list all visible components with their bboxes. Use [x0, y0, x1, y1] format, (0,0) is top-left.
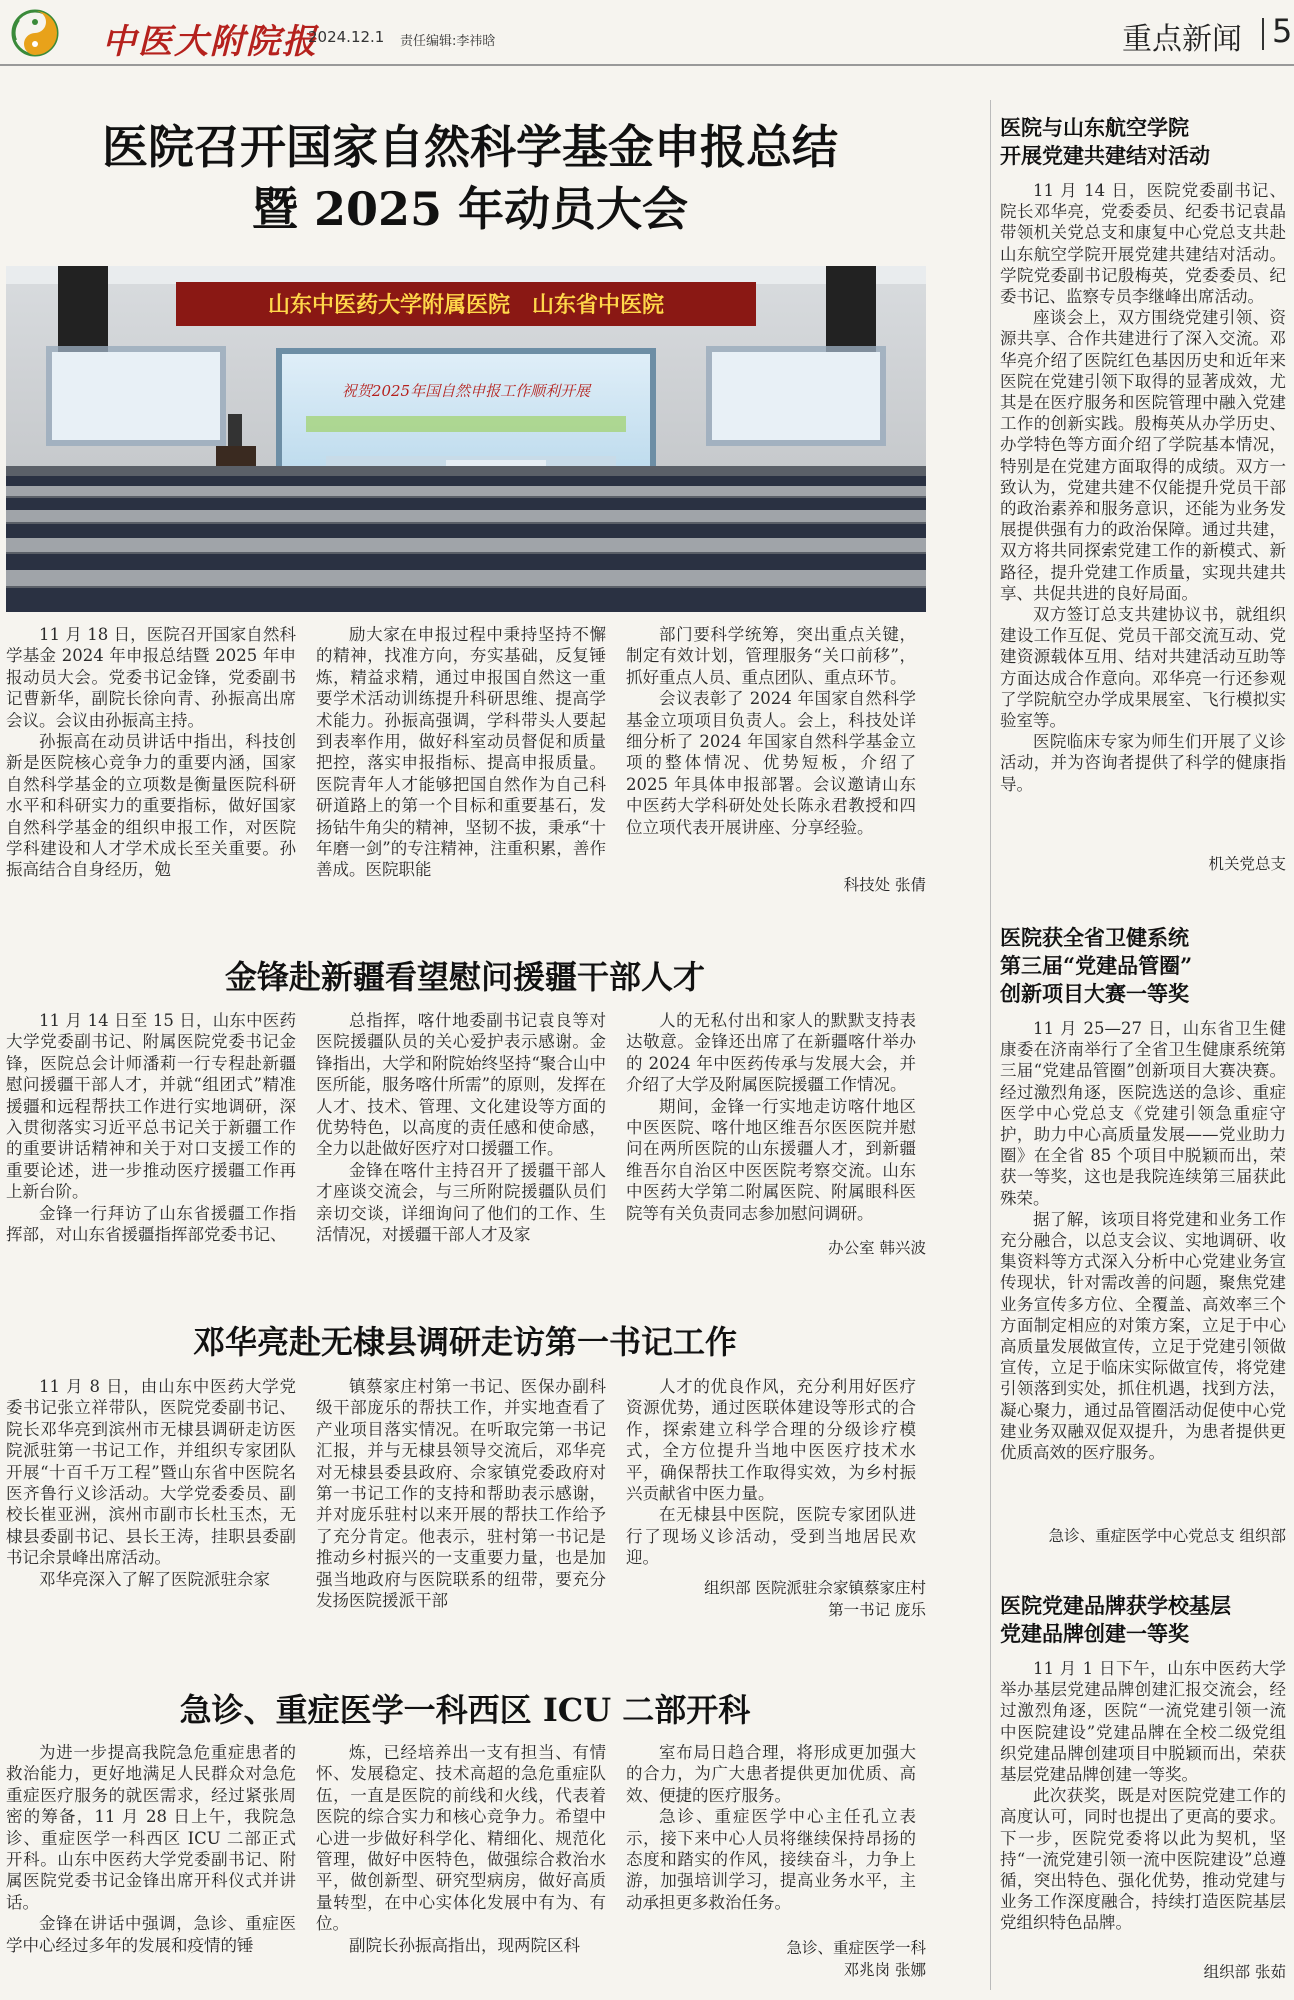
paragraph: 会议表彰了 2024 年国家自然科学基金立项项目负责人。会上，科技处详细分析了 2024 年国家自然科学基金立项的整体情况、优势短板，介绍了 2025 年具体申报部署。会议邀请山东中医药大学科研处处长陈永君教授和四位立项代表开展讲座、分享经验。	[626, 689, 916, 837]
paragraph: 镇蔡家庄村第一书记、医保办副科级干部庞乐的帮扶工作，并实地查看了产业项目落实情况。在听取完第一书记汇报，并与无棣县领导交流后，邓华亮对无棣县委县政府、佘家镇党委政府对第一书记工作的支持和帮助表示感谢，并对庞乐驻村以来开展的帮扶工作给予了充分肯定。他表示，驻村第一书记是推动乡村振兴的一支重要力量，也是加强当地政府与医院联系的纽带，要充分发扬医院援派干部	[316, 1377, 606, 1611]
article4-col3	[626, 1742, 916, 1913]
side2-title-line3: 创新项目大赛一等奖	[1000, 981, 1189, 1006]
meeting-photo-image	[6, 266, 926, 612]
side3-headline	[1000, 1592, 1290, 1648]
paragraph: 副院长孙振高指出，现两院区科	[349, 1935, 580, 1955]
side1-signature: 机关党总支	[1208, 855, 1286, 873]
side3-signature: 组织部 张茹	[1203, 1963, 1286, 1981]
paragraph: 11 月 14 日至 15 日，山东中医药大学党委副书记、附属医院党委书记金锋，医院总会计师潘莉一行专程赴新疆慰问援疆干部人才，并就“组团式”精准援疆和远程帮扶工作进行实地调研，深入贯彻落实习近平总书记关于新疆工作的重要讲话精神和关于对口支援工作的重要论述，进一步推动医疗援疆工作再上新台阶。	[6, 1011, 296, 1202]
paragraph: 励大家在申报过程中秉持坚持不懈的精神，找准方向，夯实基础，反复锤炼，精益求精，通过申报国自然这一重要学术活动训练提升科研思维、提高学术能力。孙振高强调，学科带头人要起到表率作用，做好科室动员督促和质量把控，落实申报指标、提高申报质量。医院青年人才能够把国自然作为自己科研道路上的第一个目标和重要基石，发扬钻牛角尖的精神，坚韧不拔，秉承“十年磨一剑”的专注精神，注重积累，善作善成。医院职能	[316, 625, 606, 880]
article3-headline: 邓华亮赴无棣县调研走访第一书记工作	[192, 1323, 737, 1361]
paragraph: 在无棣县中医院，医院专家团队进行了现场义诊活动，受到当地居民欢迎。	[626, 1505, 916, 1568]
side2-signature: 急诊、重症医学中心党总支 组织部	[1048, 1527, 1286, 1545]
side3-body	[1000, 1658, 1286, 1934]
paragraph: 金锋在喀什主持召开了援疆干部人才座谈交流会，与三所附院援疆队员们亲切交谈，详细询问了他们的工作、生活情况，对援疆干部人才及家	[316, 1160, 606, 1245]
paragraph: 11 月 1 日下午，山东中医药大学举办基层党建品牌创建汇报交流会，经过激烈角逐，医院“一流党建引领一流中医院建设”党建品牌在全校二级党组织党建品牌创建项目中脱颖而出，荣获基层党建品牌创建一等奖。	[1000, 1659, 1286, 1785]
article2-signature: 办公室 韩兴波	[828, 1239, 926, 1257]
paragraph: 11 月 25—27 日，山东省卫生健康委在济南举行了全省卫生健康系统第三届“党建品管圈”创新项目大赛决赛。经过激烈角逐，医院选送的急诊、重症医学中心党总支《党建引领急重症守护，助力中心高质量发展——党业助力圈》在全省 85 个项目中脱颖而出，荣获一等奖，这也是我院连续第三届获此殊荣。	[1000, 1019, 1286, 1208]
article1-title-line1: 医院召开国家自然科学基金申报总结	[102, 120, 838, 174]
paragraph: 座谈会上，双方围绕党建引领、资源共享、合作共建进行了深入交流。邓华亮介绍了医院红色基因历史和近年来医院在党建引领下取得的显著成效，尤其是在医疗服务和医院管理中融入党建工作的创新实践。殷梅英从办学历史、办学特色等方面介绍了学院基本情况，特别是在党建方面取得的成绩。双方一致认为，党建共建不仅能提升党员干部的政治素养和服务意识，还能为业务发展提供强有力的政治保障。通过共建，双方将共同探索党建工作的新模式、新路径，提升党建工作质量，实现共建共享、共促共进的良好局面。	[1000, 308, 1286, 603]
paragraph: 金锋一行拜访了山东省援疆工作指挥部，对山东省援疆指挥部党委书记、	[6, 1203, 296, 1245]
header-divider	[1262, 18, 1264, 50]
article4-headline: 急诊、重症医学一科西区 ICU 二部开科	[179, 1691, 751, 1729]
side2-headline	[1000, 924, 1290, 1008]
paragraph: 期间，金锋一行实地走访喀什地区中医医院、喀什地区维吾尔医医院并慰问在两所医院的山东援疆人才，到新疆维吾尔自治区中医医院考察交流。山东中医药大学第二附属医院、附属眼科医院等有关负责同志参加慰问调研。	[626, 1096, 916, 1223]
screen-title-text: 祝贺2025年国自然申报工作顺利开展	[341, 382, 591, 400]
paragraph: 11 月 8 日，由山东中医药大学党委书记张立祥带队，医院党委副书记、院长邓华亮到滨州市无棣县调研走访医院派驻第一书记工作，并组织专家团队开展“十百千万工程”暨山东省中医院名医齐鲁行义诊活动。大学党委委员、副校长崔亚洲，滨州市副市长杜玉杰，无棣县委副书记、县长王涛，挂职县委副书记余景峰出席活动。	[6, 1377, 296, 1568]
side1-title-line2: 开展党建共建结对活动	[1000, 143, 1210, 168]
article1-col1	[6, 624, 296, 881]
article3-col2	[316, 1376, 606, 1611]
header-rule	[0, 64, 1294, 66]
article2-col2	[316, 1010, 606, 1245]
article1-col2	[316, 624, 606, 881]
page-header	[0, 0, 1294, 60]
stage-banner-text: 山东中医药大学附属医院 山东省中医院	[267, 293, 665, 318]
article4-signature-line2: 邓兆岗 张娜	[843, 1961, 926, 1979]
paragraph: 室布局日趋合理，将形成更加强大的合力，为广大患者提供更加优质、高效、便捷的医疗服务。	[626, 1743, 916, 1805]
article3-col1	[6, 1376, 296, 1590]
side1-body	[1000, 180, 1286, 795]
article1-title-line2: 暨 2025 年动员大会	[251, 182, 689, 236]
article1-signature: 科技处 张倩	[843, 876, 926, 894]
side3-title-line1: 医院党建品牌获学校基层	[1000, 1593, 1231, 1618]
article1-headline	[0, 116, 940, 240]
editor-credit: 责任编辑:李祎晗	[400, 34, 496, 49]
side1-headline	[1000, 114, 1290, 170]
paragraph: 炼，已经培养出一支有担当、有情怀、发展稳定、技术高超的急危重症队伍，一直是医院的前线和火线，代表着医院的综合实力和核心竞争力。希望中心进一步做好科学化、精细化、规范化管理，做好中医特色，做强综合救治水平，做创新型、研究型病房，做好高质量转型，在中心实体化发展中有为、有位。	[316, 1743, 606, 1934]
paragraph: 11 月 14 日，医院党委副书记、院长邓华亮，党委委员、纪委书记袁晶带领机关党总支和康复中心党总支共赴山东航空学院开展党建共建结对活动。学院党委副书记殷梅英，党委委员、纪委书记、监察专员李继峰出席活动。	[1000, 181, 1286, 307]
article3-signature-line1: 组织部 医院派驻佘家镇蔡家庄村	[704, 1579, 926, 1597]
meeting-photo	[6, 266, 926, 612]
paragraph: 此次获奖，既是对医院党建工作的高度认可，同时也提出了更高的要求。下一步，医院党委将以此为契机，坚持“一流党建引领一流中医院建设”总遵循，突出特色、强化优势，推动党建与业务工作深度融合，持续打造医院基层党组织特色品牌。	[1000, 1786, 1286, 1933]
paragraph: 为进一步提高我院急危重症患者的救治能力，更好地满足人民群众对急危重症医疗服务的就医需求，经过紧张周密的筹备，11 月 28 日上午，我院急诊、重症医学一科西区 ICU 二部正式开科。山东中医药大学党委副书记、附属医院党委书记金锋出席开科仪式并讲话。	[6, 1743, 296, 1912]
article4-col2	[316, 1742, 606, 1956]
article3-col3	[626, 1376, 916, 1569]
article2-col3	[626, 1010, 916, 1224]
paragraph: 11 月 18 日，医院召开国家自然科学基金 2024 年申报总结暨 2025 年申报动员大会。党委书记金锋，党委副书记曹新华，副院长徐向青、孙振高出席会议。会议由孙振高主持。	[6, 625, 296, 730]
paragraph: 孙振高在动员讲话中指出，科技创新是医院核心竞争力的重要内涵，国家自然科学基金的立项数是衡量医院科研水平和科研实力的重要指标，做好国家自然科学基金的组织申报工作，对医院学科建设和人才学术成长至关重要。孙振高结合自身经历，勉	[6, 732, 296, 880]
paragraph: 邓华亮深入了解了医院派驻佘家	[39, 1569, 270, 1589]
side2-title-line2: 第三届“党建品管圈”	[1000, 953, 1193, 978]
paper-masthead: 中医大附院报	[102, 22, 318, 62]
article1-col3	[626, 624, 916, 838]
paragraph: 人才的优良作风，充分利用好医疗资源优势，通过医联体建设等形式的合作，探索建立科学合理的分级诊疗模式，全方位提升当地中医医疗技术水平，确保帮扶工作取得实效，为乡村振兴贡献省中医力量。	[626, 1377, 916, 1504]
side3-title-line2: 党建品牌创建一等奖	[1000, 1621, 1189, 1646]
side2-body	[1000, 1018, 1286, 1463]
paragraph: 金锋在讲话中强调，急诊、重症医学中心经过多年的发展和疫情的锤	[6, 1914, 296, 1955]
paragraph: 人的无私付出和家人的默默支持表达敬意。金锋还出席了在新疆喀什举办的 2024 年中医药传承与发展大会，并介绍了大学及附属医院援疆工作情况。	[626, 1011, 916, 1095]
paragraph: 总指挥，喀什地委副书记袁良等对医院援疆队员的关心爱护表示感谢。金锋指出，大学和附院始终坚持“聚合山中医所能，服务喀什所需”的原则，发挥在人才、技术、管理、文化建设等方面的优势特色，以高度的责任感和使命感，全力以赴做好医疗对口援疆工作。	[316, 1011, 606, 1159]
paragraph: 部门要科学统筹，突出重点关键，制定有效计划，管理服务“关口前移”，抓好重点人员、重点团队、重点环节。	[626, 625, 916, 687]
paragraph: 双方签订总支共建协议书，就组织建设工作互促、党员干部交流互动、党建资源载体互用、结对共建活动互助等方面达成合作意向。邓华亮一行还参观了学院航空办学成果展室、飞行模拟实验室等。	[1000, 605, 1286, 731]
paragraph: 急诊、重症医学中心主任孔立表示，接下来中心人员将继续保持昂扬的态度和踏实的作风，接续奋斗，力争上游，加强培训学习，提高业务水平，主动承担更多救治任务。	[626, 1807, 916, 1912]
issue-date: 2024.12.1	[308, 28, 385, 46]
section-title: 重点新闻	[1122, 22, 1242, 57]
article4-signature-line1: 急诊、重症医学一科	[786, 1939, 926, 1957]
hospital-logo-icon	[10, 8, 60, 58]
article2-headline: 金锋赴新疆看望慰问援疆干部人才	[224, 958, 705, 996]
page-number: 5	[1272, 12, 1293, 50]
article3-signature-line2: 第一书记 庞乐	[828, 1601, 926, 1619]
side1-title-line1: 医院与山东航空学院	[1000, 115, 1189, 140]
paragraph: 据了解，该项目将党建和业务工作充分融合，以总支会议、实地调研、收集资料等方式深入分析中心党建业务宣传现状，针对需改善的问题，聚焦党建业务宣传多方位、全覆盖、高效率三个方面制定相应的对策方案，立足于中心高质量发展做宣传，立足于党建引领做宣传，立足于临床实际做宣传，将党建引领落到实处，抓住机遇，找到方法，凝心聚力，通过品管圈活动促使中心党建业务双融双促双提升，为患者提供更优质高效的医疗服务。	[1000, 1209, 1286, 1463]
paragraph: 医院临床专家为师生们开展了义诊活动，并为咨询者提供了科学的健康指导。	[1000, 732, 1286, 794]
column-divider	[990, 100, 991, 1990]
side2-title-line1: 医院获全省卫健系统	[1000, 925, 1189, 950]
article2-col1	[6, 1010, 296, 1245]
article4-col1	[6, 1742, 296, 1956]
